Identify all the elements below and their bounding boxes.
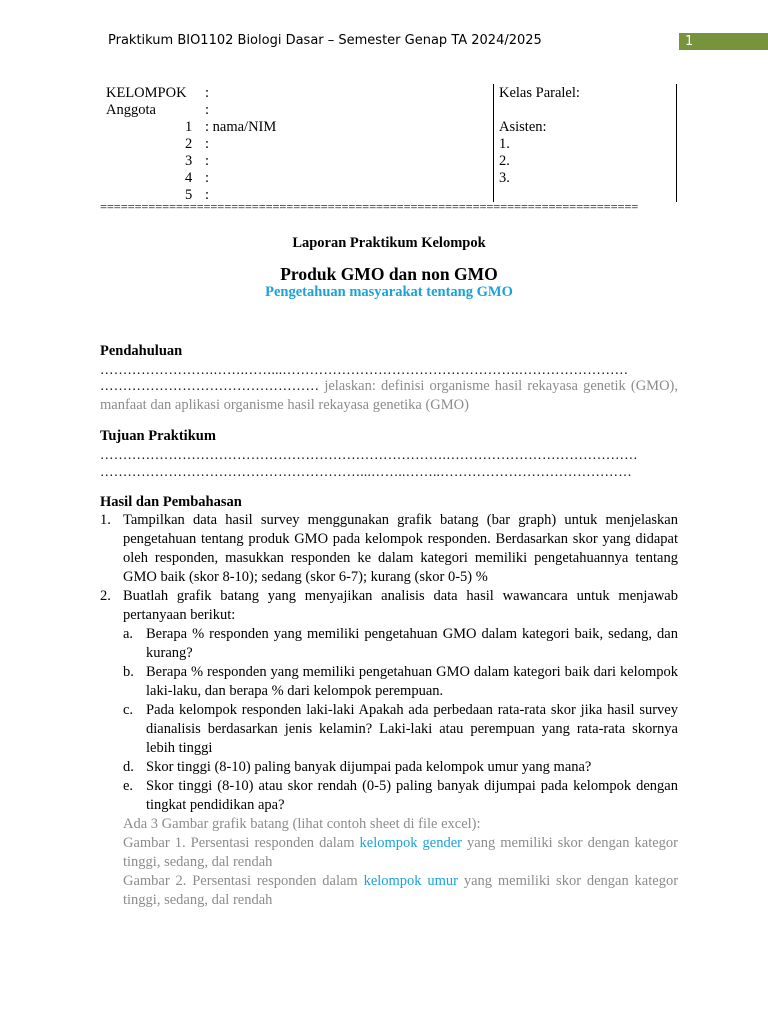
list-item-text: Buatlah grafik batang yang menyajikan analisis data hasil wawancara untuk menjawab pertanyaan berikut:: [123, 588, 678, 623]
report-title: Produk GMO dan non GMO: [280, 264, 498, 284]
figure-note-text: yang memiliki skor dengan kategor tinggi, sedang, dal rendah: [123, 835, 678, 870]
sub-question-text: Berapa % responden yang memiliki pengetahuan GMO dalam kategori baik dari kelompok laki-laku, dan berapa % dari kelompok perempuan.: [146, 664, 678, 699]
form-separator: ==============================================================================: [100, 200, 639, 214]
report-subtitle: Pengetahuan masyarakat tentang GMO: [265, 284, 513, 300]
form-divider-left: [493, 84, 494, 202]
hasil-list-item: [100, 511, 678, 587]
member-field: :: [205, 170, 210, 186]
hasil-list-item: [100, 587, 678, 815]
sub-question-letter: c.: [123, 702, 134, 718]
list-number: 1.: [100, 512, 111, 528]
sub-question-item: [123, 625, 678, 663]
kelas-paralel-label: Kelas Paralel:: [499, 85, 580, 101]
section-heading-tujuan: Tujuan Praktikum: [100, 428, 216, 444]
member-field: :: [205, 153, 210, 169]
member-field: :: [205, 136, 210, 152]
member-number: 1: [185, 119, 193, 135]
pendahuluan-note: jelaskan: definisi organisme hasil rekayasa genetik (GMO), manfaat dan aplikasi organisme hasil rekayasa genetika (GMO): [100, 378, 678, 413]
asisten-item: 2.: [499, 153, 510, 169]
figure-note-highlight: kelompok umur: [363, 873, 458, 889]
figure-note-text: Gambar 2. Persentasi responden dalam: [123, 873, 358, 889]
figure-note-2: [123, 872, 678, 910]
page-number-badge: 1: [679, 33, 768, 50]
asisten-item: 1.: [499, 136, 510, 152]
kelompok-colon: :: [205, 85, 210, 101]
asisten-item: 3.: [499, 170, 510, 186]
pendahuluan-note-block: [100, 376, 678, 415]
sub-question-letter: d.: [123, 759, 134, 775]
figure-note-1: [123, 834, 678, 872]
member-number: 3: [185, 153, 193, 169]
sub-question-item: [123, 701, 678, 758]
figure-notes-intro: Ada 3 Gambar grafik batang (lihat contoh sheet di file excel):: [123, 816, 481, 832]
report-kicker: Laporan Praktikum Kelompok: [292, 235, 486, 251]
sub-question-letter: a.: [123, 626, 134, 642]
section-heading-hasil: Hasil dan Pembahasan: [100, 494, 242, 510]
sub-question-item: [123, 663, 678, 701]
hasil-body: [100, 511, 678, 910]
sub-question-text: Berapa % responden yang memiliki pengetahuan GMO dalam kategori baik, sedang, dan kurang?: [146, 626, 678, 661]
figure-note-text: yang memiliki skor dengan kategor tinggi, sedang, dal rendah: [123, 873, 679, 908]
list-number: 2.: [100, 588, 111, 604]
figure-note-text: Gambar 1. Persentasi responden dalam: [123, 835, 355, 851]
anggota-label: Anggota: [106, 102, 156, 118]
running-header-title: Praktikum BIO1102 Biologi Dasar – Semester Genap TA 2024/2025: [108, 33, 542, 48]
hasil-list: [100, 511, 678, 815]
member-field: : nama/NIM: [205, 119, 277, 135]
form-divider-right: [676, 84, 677, 202]
sub-question-letter: b.: [123, 664, 134, 680]
pendahuluan-dotted-line: …………………………………………: [100, 378, 320, 393]
figure-notes: [100, 815, 678, 910]
sub-question-item: [123, 777, 678, 815]
list-item-text: Tampilkan data hasil survey menggunakan grafik batang (bar graph) untuk menjelaskan pengetahuan tentang produk GMO pada kelompok responden. Berdasarkan skor yang didapat oleh responden, masukkan responden ke dalam kategori memiliki pengetahuannya tentang GMO baik (skor 8-10); sedang (skor 6-7); kurang (skor 0-5) %: [123, 512, 678, 585]
anggota-colon: :: [205, 102, 210, 118]
member-number: 2: [185, 136, 193, 152]
sub-question-text: Skor tinggi (8-10) atau skor rendah (0-5) paling banyak dijumpai pada kelompok dengan tingkat pendidikan apa?: [146, 778, 678, 813]
section-heading-pendahuluan: Pendahuluan: [100, 343, 183, 359]
sub-question-text: Skor tinggi (8-10) paling banyak dijumpai pada kelompok umur yang mana?: [146, 759, 592, 775]
sub-question-text: Pada kelompok responden laki-laki Apakah ada perbedaan rata-rata skor jika hasil survey dianalisis berdasarkan jenis kelamin? Laki-laki atau perempuan yang rata-rata skornya lebih tinggi: [146, 702, 678, 756]
asisten-label: Asisten:: [499, 119, 547, 135]
member-number: 4: [185, 170, 193, 186]
figure-note-highlight: kelompok gender: [359, 835, 462, 851]
member-number: 5: [185, 187, 193, 203]
kelompok-label: KELOMPOK: [106, 85, 187, 101]
sub-question-list: [123, 625, 678, 815]
sub-question-item: [123, 758, 678, 777]
pendahuluan-dotted-line: …………………….…….……...…………………………………………….……………………: [100, 362, 629, 377]
sub-question-letter: e.: [123, 778, 134, 794]
tujuan-dotted-line: ………………………………………………………………….……………………………………: [100, 447, 638, 462]
tujuan-dotted-line: …………………………………………………...……..……..……………………………………: [100, 464, 632, 479]
member-field: :: [205, 187, 210, 203]
